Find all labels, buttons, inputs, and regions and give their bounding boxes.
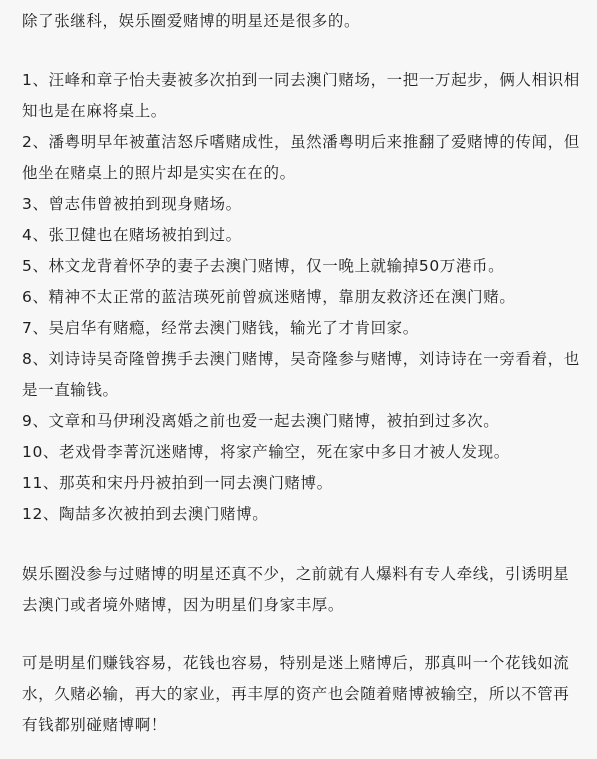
list-item: 4、张卫健也在赌场被拍到过。 — [22, 226, 242, 244]
spacer — [22, 37, 583, 65]
spacer — [22, 530, 583, 559]
list-item: 2、潘粤明早年被董洁怒斥嗜赌成性，虽然潘粤明后来推翻了爱赌博的传闻，但他坐在赌桌上的照片却是实实在在的。 — [22, 133, 580, 182]
list-item: 1、汪峰和章子怡夫妻被多次拍到一同去澳门赌场，一把一万起步，俩人相识相知也是在麻将桌上。 — [22, 71, 580, 120]
body-paragraph-3: 可是明星们赚钱容易，花钱也容易，特别是迷上赌博后，那真叫一个花钱如流水，久赌必输，再大的家业，再丰厚的资产也会随着赌博被输空，所以不管再有钱都别碰赌博啊！ — [22, 654, 570, 734]
list-item: 8、刘诗诗吴奇隆曾携手去澳门赌博，吴奇隆参与赌博，刘诗诗在一旁看着，也是一直输钱。 — [22, 350, 580, 399]
list-item: 11、那英和宋丹丹被拍到一同去澳门赌博。 — [22, 474, 333, 492]
list-item: 7、吴启华有赌瘾，经常去澳门赌钱，输光了才肯回家。 — [22, 319, 419, 337]
list-item: 10、老戏骨李菁沉迷赌博，将家产输空，死在家中多日才被人发现。 — [22, 443, 510, 461]
list-item: 9、文章和马伊琍没离婚之前也爱一起去澳门赌博，被拍到过多次。 — [22, 412, 500, 430]
intro-paragraph: 除了张继科，娱乐圈爱赌博的明星还是很多的。 — [22, 12, 361, 30]
list-item: 12、陶喆多次被拍到去澳门赌博。 — [22, 505, 269, 523]
spacer — [22, 621, 583, 648]
list-item: 6、精神不太正常的蓝洁瑛死前曾疯迷赌博，靠朋友救济还在澳门赌。 — [22, 288, 516, 306]
gambling-celebrity-list — [22, 65, 583, 530]
list-item: 3、曾志伟曾被拍到现身赌场。 — [22, 195, 242, 213]
body-paragraph-2: 娱乐圈没参与过赌博的明星还真不少，之前就有人爆料有专人牵线，引诱明星去澳门或者境外赌博，因为明星们身家丰厚。 — [22, 565, 570, 614]
list-item: 5、林文龙背着怀孕的妻子去澳门赌博，仅一晚上就输掉50万港币。 — [22, 257, 505, 275]
